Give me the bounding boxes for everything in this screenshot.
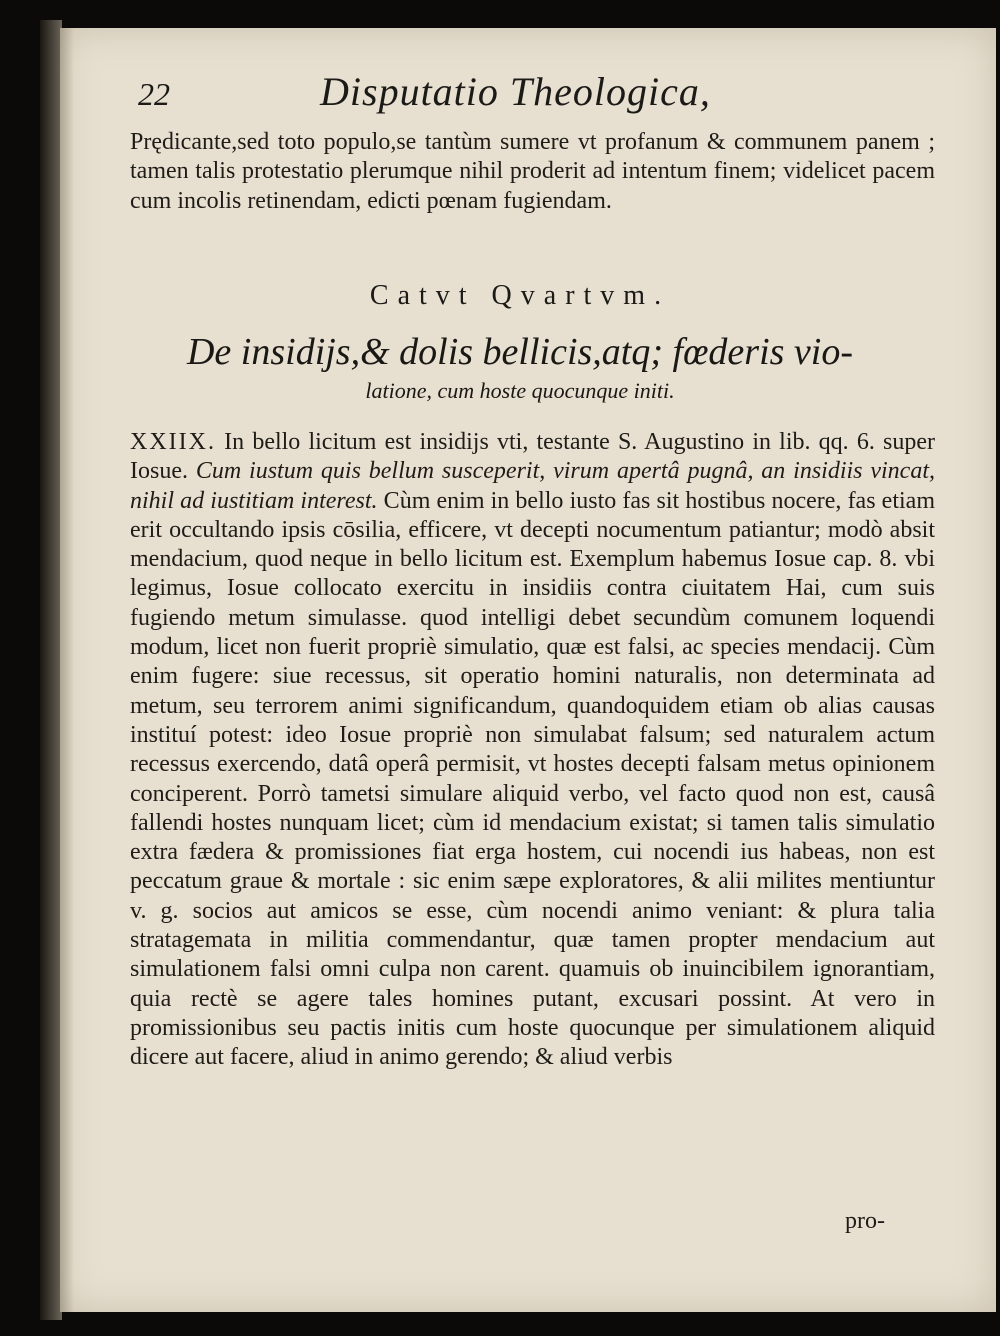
chapter-subtitle-line1: De insidijs,& dolis bellicis,atq; fœderis vio-	[186, 331, 854, 373]
body-paragraph	[130, 428, 935, 1073]
running-title: Disputatio Theologica,	[320, 69, 711, 114]
intro-paragraph: Prędicante,sed toto populo,se tantùm sumere vt profanum & communem panem ; tamen talis protestatio plerumque nihil proderit ad intentum finem; videlicet pacem cum incolis retinendam, edicti pœnam fugiendam.	[130, 129, 935, 214]
chapter-title: Catvt Qvartvm.	[369, 280, 671, 311]
catchword: pro-	[845, 1208, 885, 1234]
body-text-b: Cùm enim in bello iusto fas sit hostibus nocere, fas etiam erit occultando ipsis cōsilia, efficere, vt decepti nocumentum patiantur; modò absit mendacium, quod neque in bello licitum est. Exemplum habemus Iosue cap. 8. vbi legimus, Iosue collocato exercitu in insidiis contra ciuitatem Hai, cum suis fugiendo metum simulasse. quod intelligi debet secundùm comunem loquendi modum, licet non fuerit propriè simulatio, quæ est falsi, ac species mendacij. Cùm enim fugere: siue recessus, sit operatio homini naturalis, non determinata ad metum, seu terrorem animi significandum, quandoquidem etiam ob alias causas instituí potest: ideo Iosue propriè non simulabat falsum; sed naturalem actum recessus exercendo, datâ operâ permisit, vt hostes decepti falsam metus opinionem conciperent. Porrò tametsi simulare aliquid verbo, vel facto quod non est, causâ fallendi hostes nunquam licet; cùm id mendacium existat; si tamen talis simulatio extra fædera & promissiones fiat erga hostem, cui nocendi ius habeas, non est peccatum graue & mortale : sic enim sæpe exploratores, & alii milites mentiuntur v. g. socios aut amicos se esse, cùm nocendi animo veniant: & plura talia stratagemata in militia commendantur, quæ tamen propter mendacium aut simulationem falsi omni culpa non carent. quamuis ob inuincibilem ignorantiam, quia rectè se agere tales homines putant, excusari possint. At vero in promissionibus seu pactis initis cum hoste quocunque per simulationem aliquid dicere aut facere, aliud in animo gerendo; & aliud verbis	[130, 487, 935, 1071]
section-number: XXIIX.	[130, 429, 216, 455]
augustine-quote: Cum iustum quis bellum susceperit, virum apertâ pugnâ, an insidiis vincat, nihil ad iustitiam interest.	[130, 458, 935, 514]
page-number: 22	[138, 76, 170, 112]
book-spine-shadow	[40, 20, 62, 1320]
chapter-subtitle-line2: latione, cum hoste quocunque initi.	[365, 378, 675, 403]
running-header	[130, 68, 760, 118]
body-text-a: In bello licitum est insidijs vti, testante S. Augustino in lib. qq. 6. super Iosue.	[130, 429, 935, 485]
page-gutter-shade	[60, 28, 74, 1312]
